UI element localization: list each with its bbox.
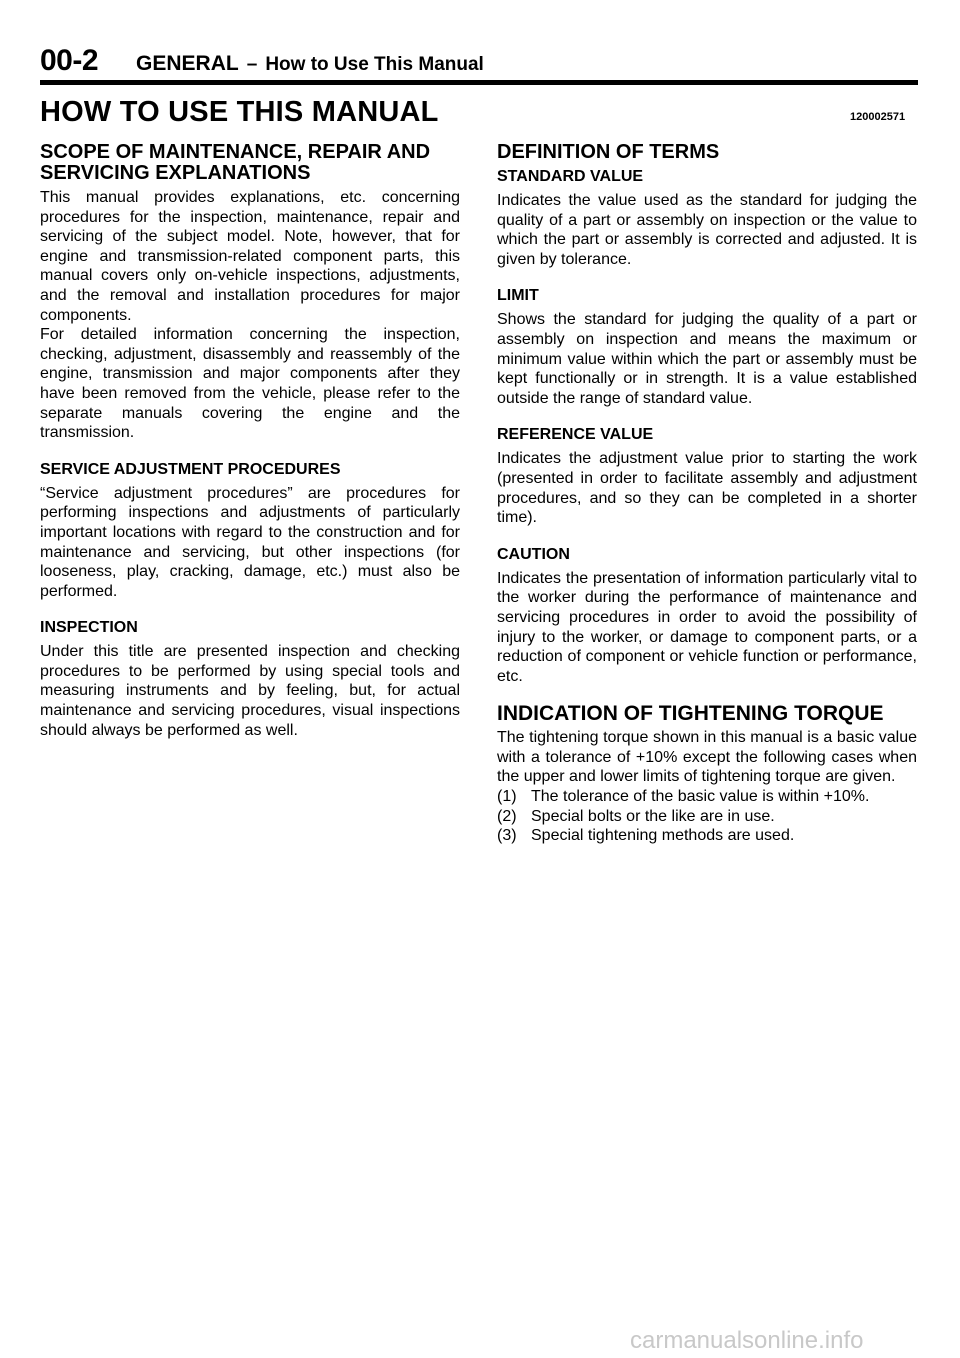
- inspection-text: Under this title are presented inspection and checking procedures to be performed by using special tools and measuring instruments and by feeling, but, for actual maintenance and servicing procedures, visual inspections should always be performed as well.: [40, 643, 460, 739]
- definition-of-terms-heading: DEFINITION OF TERMS: [497, 141, 720, 163]
- service-adjustment-heading: SERVICE ADJUSTMENT PROCEDURES: [40, 460, 341, 478]
- scope-paragraph-2: For detailed information concerning the inspection, checking, adjustment, disassembly and reassembly of the engine, transmission and major components after they have been removed from the vehicle, please refer to the separate manuals covering the engine and the transmission.: [40, 326, 460, 442]
- standard-value-text: Indicates the value used as the standard for judging the quality of a part or assembly on inspection or the value to which the part or assembly is corrected and adjusted. It is given by tolerance.: [497, 192, 917, 268]
- reference-value-text: Indicates the adjustment value prior to starting the work (presented in order to facilitate assembly and adjustment procedures, and so they can be completed in a shorter time).: [497, 450, 917, 527]
- tightening-torque-heading: INDICATION OF TIGHTENING TORQUE: [497, 702, 884, 726]
- list-item-text: Special tightening methods are used.: [531, 827, 795, 845]
- list-item-number: (2): [497, 807, 517, 825]
- list-item-text: Special bolts or the like are in use.: [531, 807, 775, 825]
- scope-heading: SCOPE OF MAINTENANCE, REPAIR AND SERVICING EXPLANATIONS: [40, 141, 431, 184]
- page-header: [40, 44, 920, 78]
- header-rule: [40, 80, 918, 85]
- torque-exceptions-list: [497, 787, 917, 846]
- caution-heading: CAUTION: [497, 545, 570, 563]
- page-title: HOW TO USE THIS MANUAL: [40, 96, 439, 128]
- service-adjustment-text: “Service adjustment procedures” are procedures for performing inspections and adjustments of particularly important locations with regard to the construction and for maintenance and servicing, but other inspections (for looseness, play, cracking, damage, etc.) must also be performed.: [40, 484, 460, 600]
- document-id: 120002571: [850, 111, 906, 123]
- caution-text: Indicates the presentation of information particularly vital to the worker during the performance of maintenance and servicing procedures in order to avoid the possibility of injury to the worker, or damage to component parts, or a reduction of component or vehicle function or performance, etc.: [497, 569, 917, 685]
- list-item: [497, 787, 917, 807]
- tightening-torque-text: The tightening torque shown in this manual is a basic value with a tolerance of +10% except the following cases when the upper and lower limits of tightening torque are given.: [497, 729, 917, 786]
- list-item: [497, 807, 917, 827]
- section-title: GENERAL: [136, 52, 239, 75]
- reference-value-heading: REFERENCE VALUE: [497, 426, 654, 444]
- list-item-text: The tolerance of the basic value is within +10%.: [531, 788, 870, 806]
- inspection-heading: INSPECTION: [40, 619, 138, 637]
- limit-heading: LIMIT: [497, 287, 539, 305]
- watermark-footer: carmanualsonline.info: [630, 1327, 864, 1354]
- list-item-number: (3): [497, 827, 517, 845]
- list-item: [497, 826, 917, 846]
- left-column: [40, 142, 460, 757]
- subsection-title: How to Use This Manual: [265, 54, 484, 75]
- standard-value-heading: STANDARD VALUE: [497, 168, 644, 185]
- page-number: 00-2: [40, 44, 99, 77]
- right-column: [497, 142, 917, 846]
- limit-text: Shows the standard for judging the quality of a part or assembly on inspection and means the maximum or minimum value within which the part or assembly must be kept functionally or in strength. It is a value established outside the range of standard value.: [497, 311, 917, 407]
- scope-paragraph-1: This manual provides explanations, etc. concerning procedures for the inspection, maintenance, repair and servicing of the subject model. Note, however, that for engine and transmission-related component parts, this manual covers only on-vehicle inspections, adjustments, and the removal and installation procedures for major components.: [40, 189, 460, 324]
- list-item-number: (1): [497, 788, 517, 806]
- header-dash: –: [246, 54, 258, 75]
